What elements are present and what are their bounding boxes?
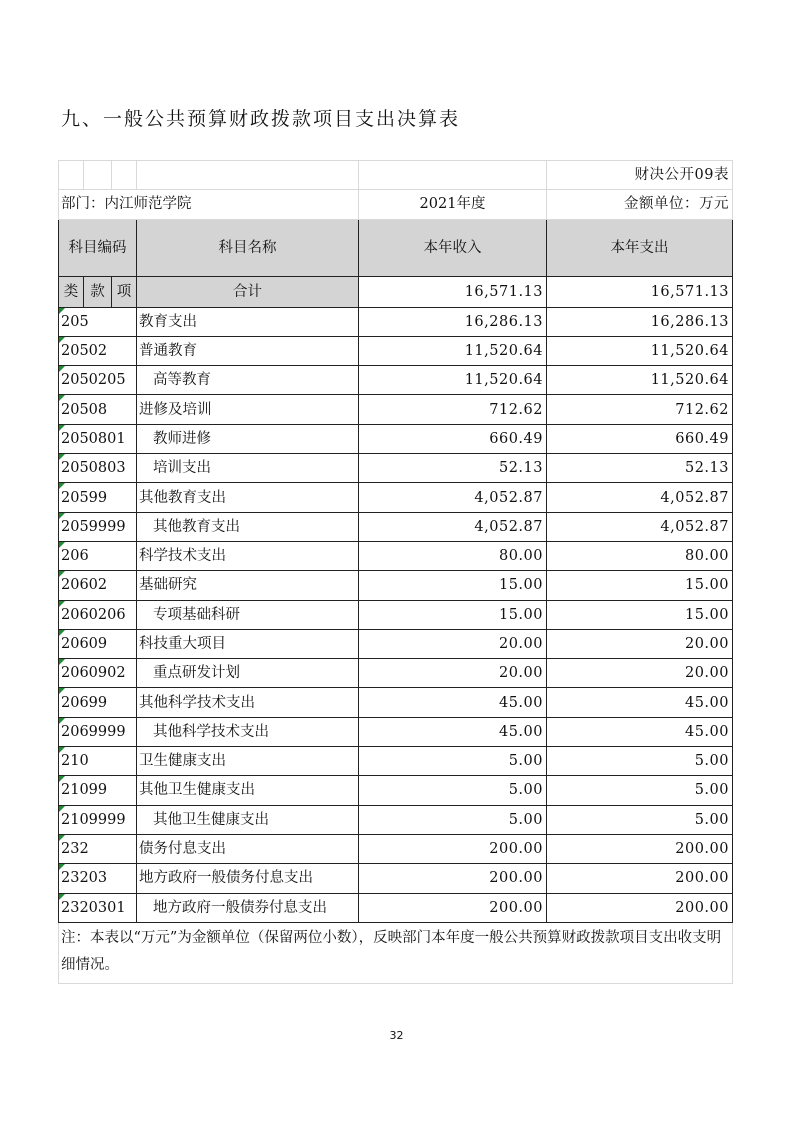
expenditure-sheet bbox=[58, 160, 732, 984]
expense-value: 11,520.64 bbox=[547, 336, 733, 365]
expense-value: 5.00 bbox=[547, 747, 733, 776]
table-note: 注：本表以“万元”为金额单位（保留两位小数），反映部门本年度一般公共预算财政拨款项目支出收支明细情况。 bbox=[59, 922, 733, 983]
expense-value: 52.13 bbox=[547, 454, 733, 483]
table-row bbox=[59, 512, 733, 541]
expense-value: 200.00 bbox=[547, 864, 733, 893]
income-value: 11,520.64 bbox=[359, 366, 547, 395]
subject-name: 其他卫生健康支出 bbox=[137, 776, 359, 805]
table-row bbox=[59, 483, 733, 512]
expense-value: 80.00 bbox=[547, 541, 733, 570]
meta-row bbox=[59, 190, 733, 219]
subject-name: 培训支出 bbox=[137, 454, 359, 483]
subject-code: 232 bbox=[59, 834, 137, 863]
subject-code: 210 bbox=[59, 747, 137, 776]
income-value: 15.00 bbox=[359, 600, 547, 629]
subject-code: 2109999 bbox=[59, 805, 137, 834]
subject-code: 2050803 bbox=[59, 454, 137, 483]
subject-code: 23203 bbox=[59, 864, 137, 893]
subject-name: 地方政府一般债务付息支出 bbox=[137, 864, 359, 893]
table-row bbox=[59, 454, 733, 483]
subject-code: 2320301 bbox=[59, 893, 137, 922]
income-value: 20.00 bbox=[359, 629, 547, 658]
lei-header: 类 bbox=[59, 276, 84, 307]
page-title: 九、一般公共预算财政拨款项目支出决算表 bbox=[61, 108, 461, 130]
subject-code: 206 bbox=[59, 541, 137, 570]
table-row bbox=[59, 688, 733, 717]
subject-name: 其他教育支出 bbox=[137, 483, 359, 512]
subject-name: 普通教育 bbox=[137, 336, 359, 365]
table-row bbox=[59, 424, 733, 453]
subject-code: 20508 bbox=[59, 395, 137, 424]
expense-value: 5.00 bbox=[547, 776, 733, 805]
table-row bbox=[59, 893, 733, 922]
income-value: 4,052.87 bbox=[359, 512, 547, 541]
table-row bbox=[59, 659, 733, 688]
table-row bbox=[59, 541, 733, 570]
income-value: 11,520.64 bbox=[359, 336, 547, 365]
subject-name: 其他科学技术支出 bbox=[137, 688, 359, 717]
header-row-1 bbox=[59, 219, 733, 276]
subject-name: 教育支出 bbox=[137, 307, 359, 336]
subject-name: 科学技术支出 bbox=[137, 541, 359, 570]
subject-code: 20609 bbox=[59, 629, 137, 658]
table-row bbox=[59, 336, 733, 365]
subject-code: 21099 bbox=[59, 776, 137, 805]
subject-name: 其他卫生健康支出 bbox=[137, 805, 359, 834]
income-value: 45.00 bbox=[359, 688, 547, 717]
kuan-header: 款 bbox=[84, 276, 112, 307]
income-value: 16,286.13 bbox=[359, 307, 547, 336]
income-value: 4,052.87 bbox=[359, 483, 547, 512]
income-value: 80.00 bbox=[359, 541, 547, 570]
department-label: 部门：内江师范学院 bbox=[59, 190, 359, 219]
subject-name: 债务付息支出 bbox=[137, 834, 359, 863]
subject-name: 高等教育 bbox=[137, 366, 359, 395]
expense-value: 200.00 bbox=[547, 893, 733, 922]
expense-value: 200.00 bbox=[547, 834, 733, 863]
expense-value: 5.00 bbox=[547, 805, 733, 834]
fiscal-year: 2021年度 bbox=[359, 190, 547, 219]
table-row bbox=[59, 805, 733, 834]
subject-code: 2060206 bbox=[59, 600, 137, 629]
subject-name: 进修及培训 bbox=[137, 395, 359, 424]
expense-value: 15.00 bbox=[547, 571, 733, 600]
table-row bbox=[59, 366, 733, 395]
income-value: 5.00 bbox=[359, 747, 547, 776]
income-value: 5.00 bbox=[359, 776, 547, 805]
table-row bbox=[59, 834, 733, 863]
xiang-header: 项 bbox=[112, 276, 137, 307]
expense-value: 4,052.87 bbox=[547, 512, 733, 541]
expense-value: 16,286.13 bbox=[547, 307, 733, 336]
table-row bbox=[59, 307, 733, 336]
subject-code: 2059999 bbox=[59, 512, 137, 541]
expenditure-table bbox=[58, 160, 733, 984]
subject-code: 20602 bbox=[59, 571, 137, 600]
form-number: 财决公开09表 bbox=[547, 161, 733, 190]
total-income: 16,571.13 bbox=[359, 276, 547, 307]
expense-value: 45.00 bbox=[547, 688, 733, 717]
subject-name: 专项基础科研 bbox=[137, 600, 359, 629]
subject-code: 2060902 bbox=[59, 659, 137, 688]
amount-unit: 金额单位：万元 bbox=[547, 190, 733, 219]
form-number-row bbox=[59, 161, 733, 190]
total-row bbox=[59, 276, 733, 307]
expense-value: 4,052.87 bbox=[547, 483, 733, 512]
name-header: 科目名称 bbox=[137, 219, 359, 276]
table-row bbox=[59, 864, 733, 893]
subject-name: 卫生健康支出 bbox=[137, 747, 359, 776]
total-expense: 16,571.13 bbox=[547, 276, 733, 307]
expense-value: 660.49 bbox=[547, 424, 733, 453]
expense-value: 20.00 bbox=[547, 659, 733, 688]
total-label: 合计 bbox=[137, 276, 359, 307]
subject-name: 地方政府一般债券付息支出 bbox=[137, 893, 359, 922]
table-row bbox=[59, 600, 733, 629]
subject-code: 2050801 bbox=[59, 424, 137, 453]
expense-value: 712.62 bbox=[547, 395, 733, 424]
subject-name: 教师进修 bbox=[137, 424, 359, 453]
subject-name: 其他科学技术支出 bbox=[137, 717, 359, 746]
income-value: 712.62 bbox=[359, 395, 547, 424]
income-value: 5.00 bbox=[359, 805, 547, 834]
income-header: 本年收入 bbox=[359, 219, 547, 276]
subject-name: 科技重大项目 bbox=[137, 629, 359, 658]
subject-code: 205 bbox=[59, 307, 137, 336]
table-row bbox=[59, 395, 733, 424]
table-row bbox=[59, 776, 733, 805]
expense-value: 11,520.64 bbox=[547, 366, 733, 395]
subject-code: 20502 bbox=[59, 336, 137, 365]
income-value: 15.00 bbox=[359, 571, 547, 600]
subject-code: 20699 bbox=[59, 688, 137, 717]
expense-value: 15.00 bbox=[547, 600, 733, 629]
page-number: 32 bbox=[389, 1029, 404, 1042]
subject-name: 其他教育支出 bbox=[137, 512, 359, 541]
table-row bbox=[59, 747, 733, 776]
income-value: 45.00 bbox=[359, 717, 547, 746]
expense-header: 本年支出 bbox=[547, 219, 733, 276]
table-row bbox=[59, 629, 733, 658]
income-value: 660.49 bbox=[359, 424, 547, 453]
table-row bbox=[59, 571, 733, 600]
note-row bbox=[59, 922, 733, 983]
income-value: 52.13 bbox=[359, 454, 547, 483]
subject-code: 2050205 bbox=[59, 366, 137, 395]
expense-value: 45.00 bbox=[547, 717, 733, 746]
subject-code: 20599 bbox=[59, 483, 137, 512]
subject-name: 基础研究 bbox=[137, 571, 359, 600]
income-value: 200.00 bbox=[359, 834, 547, 863]
subject-name: 重点研发计划 bbox=[137, 659, 359, 688]
expense-value: 20.00 bbox=[547, 629, 733, 658]
table-body bbox=[59, 307, 733, 922]
income-value: 20.00 bbox=[359, 659, 547, 688]
code-group-header: 科目编码 bbox=[59, 219, 137, 276]
subject-code: 2069999 bbox=[59, 717, 137, 746]
income-value: 200.00 bbox=[359, 893, 547, 922]
table-row bbox=[59, 717, 733, 746]
income-value: 200.00 bbox=[359, 864, 547, 893]
